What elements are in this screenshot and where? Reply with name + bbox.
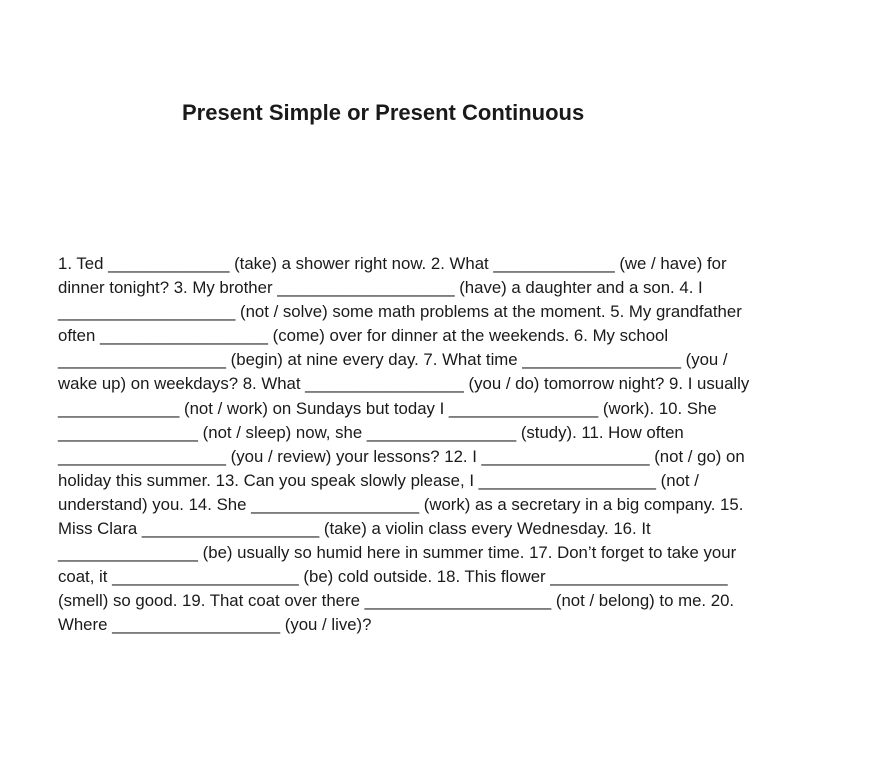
exercise-line-4: often __________________ (come) over for dinner at the weekends. 6. My school xyxy=(58,326,669,346)
exercise-line-9: __________________ (you / review) your lessons? 12. I __________________ (not / go) on xyxy=(58,446,745,466)
exercise-line-14: coat, it ____________________ (be) cold outside. 18. This flower ___________________ xyxy=(58,567,728,587)
exercise-line-3: ___________________ (not / solve) some math problems at the moment. 5. My grandfather xyxy=(58,302,742,322)
exercise-line-7: _____________ (not / work) on Sundays but today I ________________ (work). 10. She xyxy=(58,398,717,418)
exercise-line-6: wake up) on weekdays? 8. What _________________ (you / do) tomorrow night? 9. I usually xyxy=(58,374,750,394)
exercise-line-16: Where __________________ (you / live)? xyxy=(58,615,372,635)
exercise-text xyxy=(58,252,749,638)
worksheet-title: Present Simple or Present Continuous xyxy=(182,100,585,125)
exercise-line-5: __________________ (begin) at nine every day. 7. What time _________________ (you / xyxy=(58,350,728,370)
exercise-line-13: _______________ (be) usually so humid here in summer time. 17. Don’t forget to take your xyxy=(58,543,737,563)
exercise-line-8: _______________ (not / sleep) now, she ________________ (study). 11. How often xyxy=(58,422,684,442)
exercise-line-1: 1. Ted _____________ (take) a shower right now. 2. What _____________ (we / have) for xyxy=(58,254,727,273)
exercise-line-11: understand) you. 14. She __________________ (work) as a secretary in a big company. 15. xyxy=(58,494,744,514)
exercise-line-15: (smell) so good. 19. That coat over there ____________________ (not / belong) to me. 20. xyxy=(58,591,735,611)
exercise-line-2: dinner tonight? 3. My brother ___________________ (have) a daughter and a son. 4. I xyxy=(58,278,703,298)
exercise-line-12: Miss Clara ___________________ (take) a violin class every Wednesday. 16. It xyxy=(58,519,651,539)
exercise-line-10: holiday this summer. 13. Can you speak slowly please, I ___________________ (not / xyxy=(58,470,699,490)
